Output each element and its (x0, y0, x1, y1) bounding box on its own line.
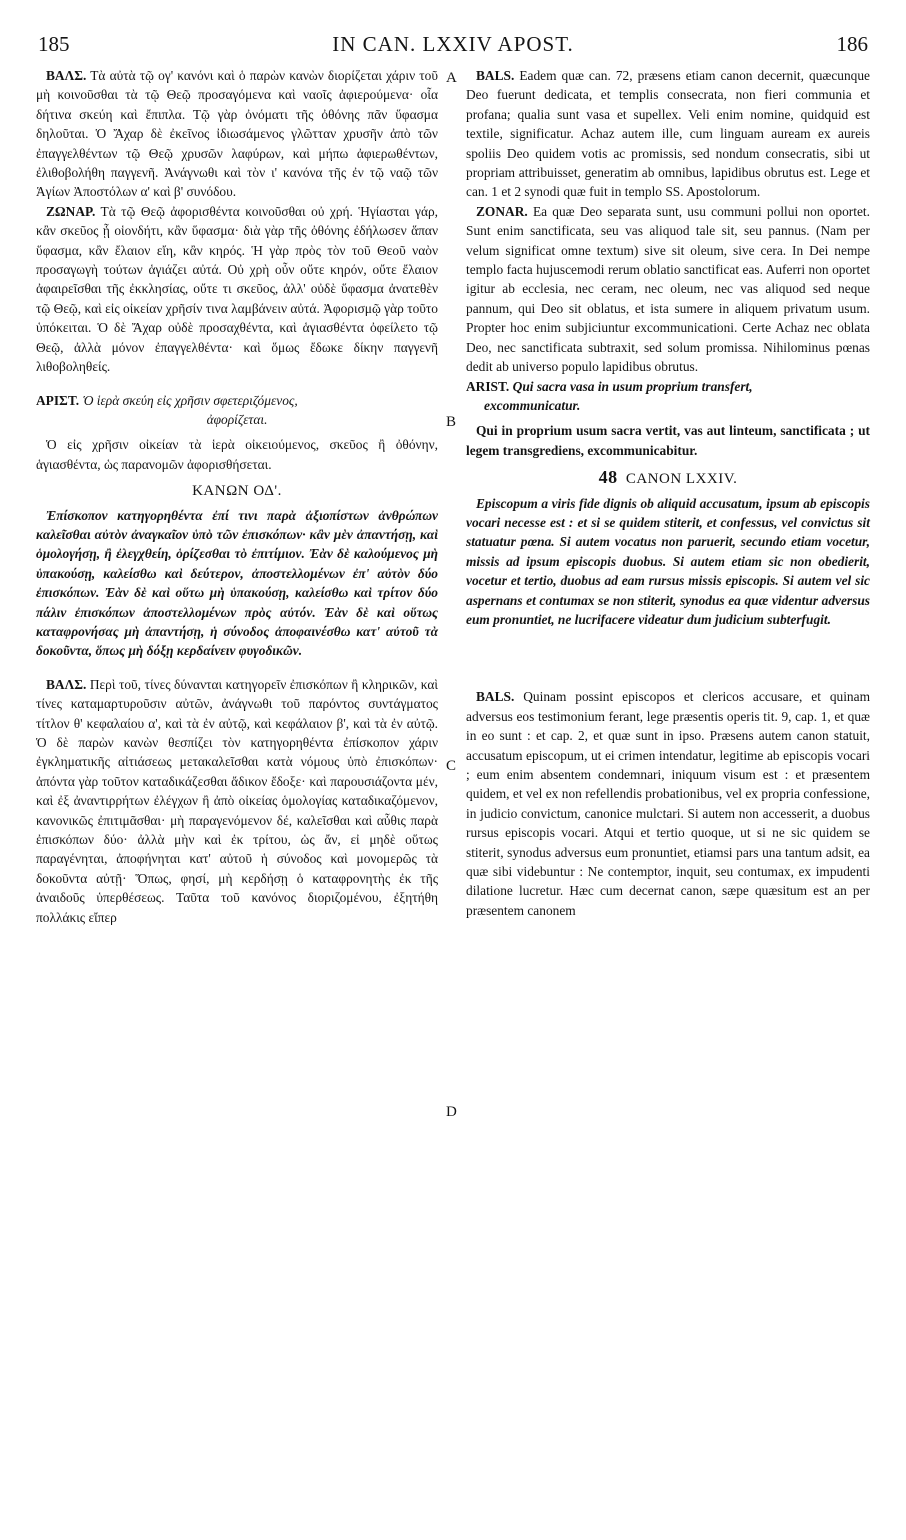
zonaras-commentary-latin (466, 202, 870, 377)
balsamon-commentary-latin-2 (466, 687, 870, 920)
summary-text: Qui sacra vasa in usum proprium transfert, (512, 378, 753, 394)
paragraph-text: Τὰ τῷ Θεῷ ἀφορισθέντα κοινοῦσθαι οὐ χρή. Ἡγίασται γάρ, κἂν σκεῦος ᾖ οἱονδήτι, κἂν ὕφασμα· διὰ γὰρ τῆς ὀθόνης ἐδήλωσεν ἅπαν ὕφασμα, κἂν ἔλαιον εἴη, κἂν κηρός. Ἡ γὰρ πρὸς τὸν τοῦ Θεοῦ ναὸν προσαγωγὴ τούτων ἁγιάζει αὐτά. Οὐ χρὴ οὖν οὔτε κηρόν, οὔτε ἔλαιον ἀφαιρεῖσθαι τῆς ἐκκλησίας, οὔτε τι σκεῦος, ἀλλ' οὐδὲ ὕφασμα ἀνατεθὲν τῷ Θεῷ, καὶ εἰς οἰκείαν χρῆσίν τινα λαμβάνειν αὐτά. Ἀφορισμῷ γὰρ τοῦτο ὑπόκειται. Ὁ δὲ Ἄχαρ οὐδὲ προσαχθέντα, καὶ ἁγιασθέντα ὀφείλετο τῷ Θεῷ, ἀλλὰ μόνον ἐπαγγελθέντα· καὶ ὅμως ἔδωκε δίκην παγγενῆ λιθοβοληθείς. (36, 203, 438, 375)
section-tag: ΖΩΝΑΡ. (46, 203, 96, 219)
page-header (38, 32, 868, 62)
section-tag: ZONAR. (476, 203, 528, 219)
margin-mark-d: D (446, 1104, 457, 1120)
canon-title: CANON LXXIV. (625, 471, 738, 488)
paragraph-text: Eadem quæ can. 72, præsens etiam canon decernit, quæcunque Deo fuerunt dedicata, et templis consecrata, non fieri communia et profana; qualia sunt vasa et supellex. Veli enim nomine, quidquid est textile, significatur. Achaz autem ille, cum linguam auream ex aureis spoliis Deo quidem votis ac promissis, sed nondum consecratis, sibi ut propriam attribuisset, generatim ab omnibus, lapidibus obrutus est. Lege et can. 1 et 2 synodi quæ fuit in templo SS. Apostolorum. (466, 68, 870, 200)
paragraph-text: Τὰ αὐτὰ τῷ ογ' κανόνι καὶ ὁ παρὼν κανὼν διορίζεται χάριν τοῦ μὴ κοινοῦσθαι τὰ τῷ Θεῷ προσαγόμενα καὶ ναοῖς ἀφιερούμενα· οἷα δήτινα σκεύη καὶ ἔπιπλα. Τῷ γὰρ ὀνόματι τῆς ὀθόνης πᾶν ὕφασμα δηλοῦται. Ὁ Ἄχαρ δὲ ἐκεῖνος ἰδιωσάμενος γλῶτταν χρυσῆν ἀπὸ τῶν ἐπαγγελθέντων τῷ Θεῷ χρυσῶν λαφύρων, καὶ μήπω ἀφιερωθέντων, ἐλιθοβολήθη παγγενῆ. Ἀνάγνωθι καὶ τὸν ι' κανόνα τῆς ἐν τῷ ναῷ τῶν Ἁγίων Ἀποστόλων α' καὶ β' συνόδου. (36, 68, 439, 200)
section-tag: BALS. (476, 68, 515, 83)
section-tag: ΑΡΙΣΤ. (36, 392, 80, 408)
canon-heading-latin (466, 468, 870, 489)
margin-mark-b: B (446, 414, 457, 430)
paragraph-text: Περὶ τοῦ, τίνες δύνανται κατηγορεῖν ἐπισκόπων ἢ κληρικῶν, καὶ τίνες καταμαρτυροῦσιν αὐτῶν, ἀνάγνωθι τοῦ παρόντος συντάγματος τίτλον θ' κεφαλαίου α', καὶ τὰ ἐν αὐτῷ, καὶ κεφάλαιον β', καὶ τὰ ἐν αὐτῷ. Ὁ δὲ παρὼν κανὼν θεσπίζει τὸν κατηγορηθέντα ἐπίσκοπον χάριν ἐγκληματικῆς αἰτιάσεως μετακαλεῖσθαι κατὰ νόμους ὑπὸ ἐπισκόπων· ἀπόντα γὰρ τοῦτον καταδικάζεσθαι ἄδικον ἔδοξε· καὶ παρουσιάζοντα μέν, καὶ ἐξ ἀναντιρρήτων ἐλέγχων ἢ ἀπὸ οἰκείας ὁμολογίας καταδικαζόμενον, κανονικῶς ἐπιτιμᾶσθαι· μὴ παραγενόμενον δέ, καλεῖσθαι καὶ αὖθις παρὰ ἐπισκόπων δύο· ἀλλὰ μὴν καὶ ἐκ τρίτου, ὡς ἄν, εἰ μηδὲ οὕτως παραγένηται, ἀποφήνηται κατ' αὐτοῦ ἡ σύνοδος καὶ μονομερῶς τὰ δοκοῦντα αὐτῇ· Ὅπως, φησί, μὴ κερδήσῃ ὁ καταφρονητὴς ἐκ τῆς ἀναιδοῦς ὑπερθέσεως. Ταῦτα τοῦ κανόνος διοριζομένου, ἐξητήθη πολλάκις εἴπερ (36, 676, 438, 925)
aristenus-summary-greek-cont: ἀφορίζεται. (206, 411, 268, 427)
margin-mark-c: C (446, 758, 457, 774)
paragraph-text: Ea quæ Deo separata sunt, usu communi pollui non oportet. Sunt enim sanctificata, seu vas aliquod tale sit, seu pannus. (Nam per velum significat omne textum) sive sit oleum, sive cera. In Dei nempe templo facta hujuscemodi rerum oblatio sanctificat eas. Auferri non oportet igitur ab ecclesia, nec ceram, nec oleum, nec vas aliquod sed neque pannum, qui Deo sit oblatus, et ista sumere in aliquem privatum usum. Propter hoc enim subjiciuntur excommunicationi. Certe Achaz nec oblata Deo, nec sanctificata subtraxit, sed solum promissa. Nihilominus pœnas dedit ab universo populo lapidibus obrutus. (466, 203, 870, 375)
section-tag: ΒΑΛΣ. (46, 68, 87, 83)
section-tag: ARIST. (466, 378, 510, 394)
aristenus-summary-latin (466, 377, 870, 396)
aristenus-summary-greek (36, 391, 438, 410)
greek-column (36, 66, 438, 927)
aristenus-text-latin: Qui in proprium usum sacra vertit, vas aut linteum, sanctificata ; ut legem transgrediens, excommunicabitur. (466, 423, 870, 458)
page-number-left: 185 (38, 32, 70, 56)
balsamon-commentary-latin (466, 66, 870, 202)
paragraph-text: Quinam possint episcopos et clericos accusare, et quinam adversus eos testimonium ferant, lege præsentis operis tit. 9, cap. 1, et quæ in eo sunt : et cap. 2, et quæ sunt in ipso. Præsens autem canon statuit, accusatum episcopum, ut ei crimen intendatur, legitime ab episcopis vocari ; eum enim absentem condemnari, iniquum visum est : et præsentem quidem, et vel ex non refellendis probationibus, vel ex propria confessione, in judicio convictum, canonice mulctari. Si autem non accesserit, a duobus rursus episcopis vocari. Atqui et tertio quoque, ut si ne sic quidem se stiterit, synodus adversus eum pronuntiet, etiamsi pars una tantum adsit, ea quæ sibi videbuntur : Ne contemptor, inquit, seu contumax, ex impudenti dilatione lucretur. Hæc cum decernat canon, sæpe quæsitum est an per præsentem canonem (466, 689, 870, 918)
zonaras-commentary-greek (36, 202, 438, 377)
margin-mark-a: A (446, 70, 457, 86)
aristenus-summary-latin-cont: excommunicatur. (484, 397, 581, 413)
canon-text-greek: Ἐπίσκοπον κατηγορηθέντα ἐπί τινι παρὰ ἀξιοπίστων ἀνθρώπων καλεῖσθαι αὐτὸν ἀναγκαῖον ὑπὸ τῶν ἐπισκόπων· κἂν μὲν ἀπαντήσῃ, καὶ ὁμολογήσῃ, ἢ ἐλεγχθείη, ὁρίζεσθαι τὸ ἐπιτίμιον. Ἐὰν δὲ καλούμενος μὴ ὑπακούσῃ, καλείσθω καὶ δεύτερον, ἀποστελλομένων ἐπ' αὐτὸν δύο ἐπισκόπων. Ἐὰν δὲ καὶ οὕτω μὴ ὑπακούσῃ, καλείσθω καὶ τρίτον δύο πάλιν ἐπισκόπων ἀποστελλομένων πρὸς αὐτόν. Ἐὰν δὲ καὶ οὕτως καταφρονήσας μὴ ἀπαντήσῃ, ἡ σύνοδος ἀποφαινέσθω κατ' αὐτοῦ τὰ δοκοῦντα, ὅπως μὴ δόξῃ κερδαίνειν φυγοδικῶν. (36, 507, 438, 659)
page-number-right: 186 (836, 32, 868, 56)
aristenus-text-greek: Ὁ εἰς χρῆσιν οἰκείαν τὰ ἱερὰ οἰκειούμενος, σκεῦος ἢ ὀθόνην, ἁγιασθέντα, ὡς παρανομῶν ἀφορισθήσεται. (36, 437, 438, 472)
balsamon-commentary-greek (36, 66, 438, 202)
canon-heading-greek: ΚΑΝΩΝ ΟΔ'. (192, 483, 282, 500)
balsamon-commentary-greek-2 (36, 675, 438, 927)
summary-text: Ὁ ἱερὰ σκεύη εἰς χρῆσιν σφετεριζόμενος, (82, 392, 298, 408)
section-tag: BALS. (476, 689, 515, 705)
section-tag: ΒΑΛΣ. (46, 676, 87, 692)
running-title: IN CAN. LXXIV APOST. (332, 32, 574, 56)
canon-text-latin: Episcopum a viris fide dignis ob aliquid accusatum, ipsum ab episcopis vocari necesse est : et si se quidem stiterit, et confessus, vel convictus sit statuatur pœna. Si autem vocatus non paruerit, secundo etiam vocetur, missis ad ipsum episcopis duobus. Si autem etiam sic non obedierit, vocetur et tertio, duobus ad eam rursus missis episcopis. Si autem vel sic aspernans et contumax se non stiterit, synodus ea quæ videntur adversus eum pronuntiet, ne lucrifacere videatur dum judicium subterfugit. (466, 495, 870, 627)
canon-number: 48 (598, 467, 618, 488)
latin-column (466, 66, 870, 920)
